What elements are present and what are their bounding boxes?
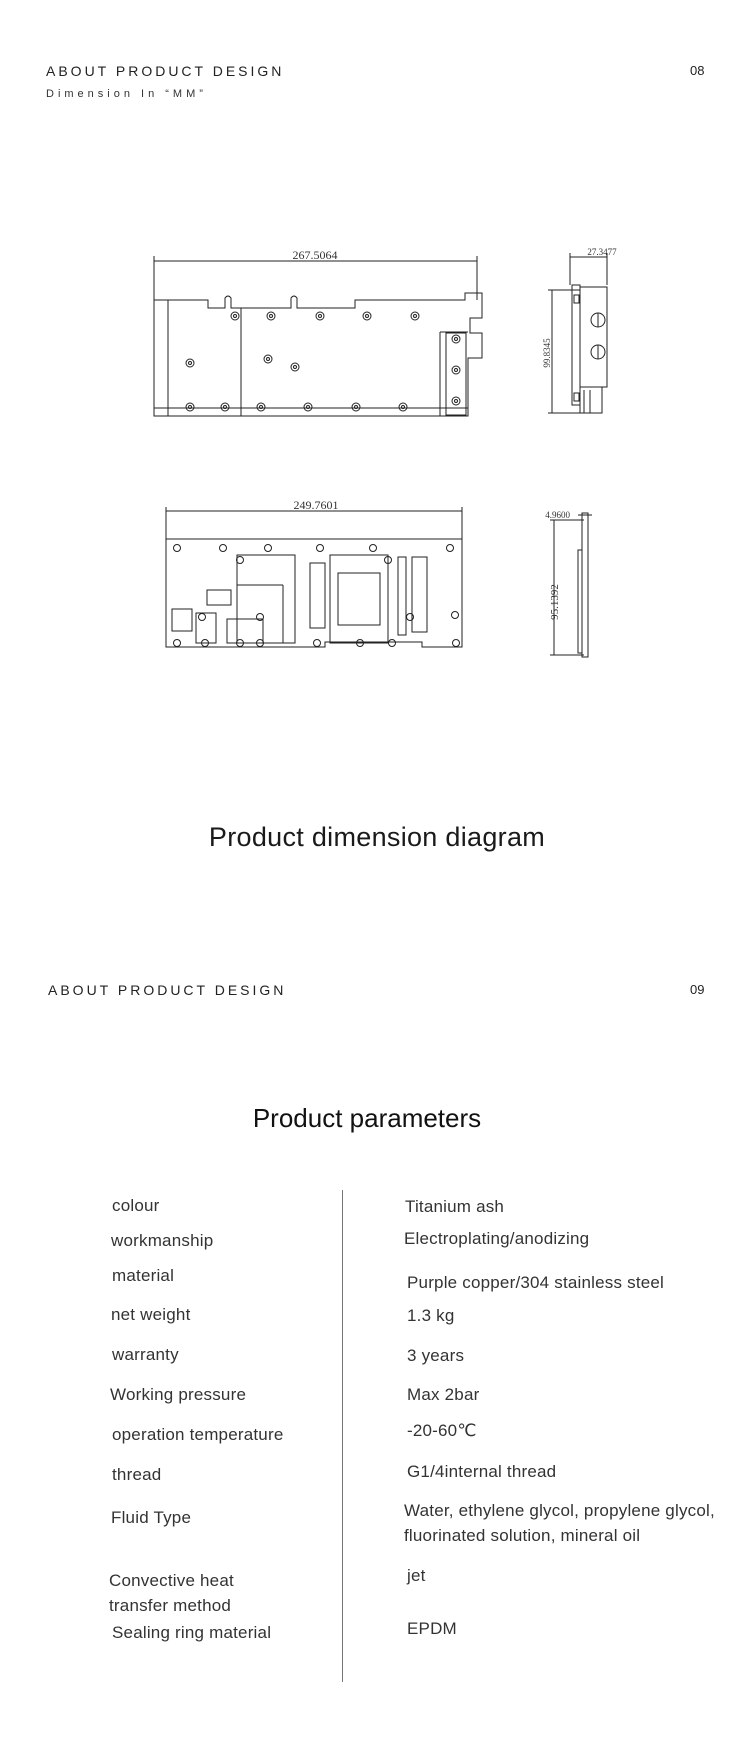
back-side-view-drawing (540, 505, 610, 665)
param-label: operation temperature (112, 1425, 284, 1444)
param-value: Water, ethylene glycol, propylene glycol, fluorinated solution, mineral oil (404, 1501, 715, 1545)
param-value: 1.3 kg (407, 1306, 455, 1325)
param-label: workmanship (111, 1231, 214, 1250)
front-view-drawing (150, 248, 490, 423)
param-value: Purple copper/304 stainless steel (407, 1273, 665, 1292)
param-label: colour (112, 1196, 160, 1215)
param-label: Working pressure (110, 1385, 247, 1404)
param-value: G1/4internal thread (407, 1462, 557, 1481)
back-view-drawing (160, 497, 470, 657)
param-value: 3 years (407, 1346, 465, 1365)
side-view-drawing (540, 245, 630, 425)
dimension-unit-subtitle: Dimension In “MM” (46, 88, 207, 100)
param-label: thread (112, 1465, 162, 1484)
param-value: EPDM (407, 1619, 457, 1638)
param-label: net weight (111, 1305, 191, 1324)
param-label: Convective heat transfer method (109, 1571, 234, 1615)
param-value: -20-60℃ (407, 1421, 477, 1440)
back-side-height-dim: 95.1392 (549, 584, 561, 620)
front-width-dim: 267.5064 (292, 248, 338, 262)
param-label: Fluid Type (111, 1508, 192, 1527)
page-number: 08 (690, 63, 705, 78)
param-label: warranty (112, 1345, 179, 1364)
param-label: material (112, 1266, 175, 1285)
table-divider (342, 1190, 343, 1682)
param-label: Sealing ring material (112, 1623, 272, 1642)
back-width-dim: 249.7601 (293, 498, 339, 512)
page-header-title-2: ABOUT PRODUCT DESIGN (48, 982, 287, 998)
param-value: Electroplating/anodizing (404, 1229, 590, 1248)
side-height-dim: 99.8345 (542, 338, 552, 368)
parameters-title: Product parameters (252, 1103, 482, 1133)
page-number-2: 09 (690, 982, 705, 997)
page-header-title: ABOUT PRODUCT DESIGN (46, 63, 285, 79)
param-value: Max 2bar (407, 1385, 480, 1404)
back-side-depth-dim: 4.9600 (545, 510, 570, 520)
param-value: jet (407, 1566, 426, 1585)
side-depth-dim: 27.3477 (587, 247, 617, 257)
dimension-diagram-caption: Product dimension diagram (208, 822, 546, 852)
param-value: Titanium ash (405, 1197, 505, 1216)
